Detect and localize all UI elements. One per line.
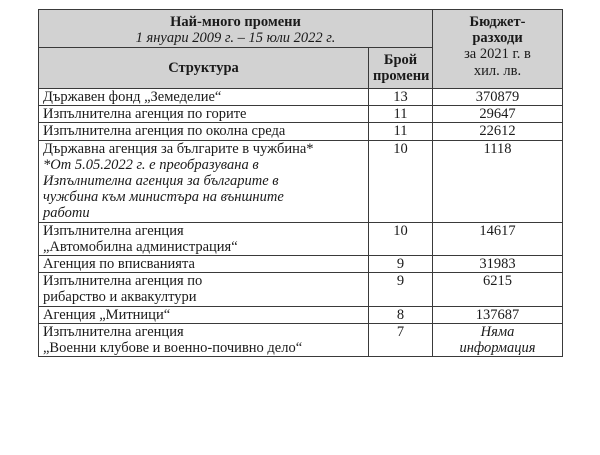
count-header bbox=[369, 48, 433, 89]
structure-cell bbox=[39, 256, 369, 273]
budget-header-line3: за 2021 г. в bbox=[464, 46, 531, 63]
table-row bbox=[39, 222, 563, 255]
structure-cell bbox=[39, 140, 369, 222]
change-count-cell: 11 bbox=[369, 106, 433, 123]
structure-note-line: Изпълнителна агенция за българите в bbox=[43, 173, 279, 190]
budget-value-line: 22612 bbox=[479, 123, 516, 140]
budget-cell bbox=[433, 140, 563, 222]
budget-cell bbox=[433, 256, 563, 273]
structure-name-line: Държавен фонд „Земеделие“ bbox=[43, 89, 222, 105]
change-count-cell: 10 bbox=[369, 222, 433, 255]
count-header-line2: промени bbox=[373, 68, 430, 84]
table-row bbox=[39, 89, 563, 106]
budget-value-line: 1118 bbox=[483, 140, 512, 157]
structure-name-line: Изпълнителна агенция по горите bbox=[43, 106, 247, 123]
structure-name-line: Изпълнителна агенция bbox=[43, 222, 184, 239]
structure-header-label: Структура bbox=[168, 59, 239, 76]
table-row bbox=[39, 273, 563, 306]
budget-cell bbox=[433, 89, 563, 106]
budget-header-line1: Бюджет- bbox=[469, 14, 526, 30]
structure-name-line: „Военни клубове и военно-почивно дело“ bbox=[43, 340, 303, 357]
table-row bbox=[39, 306, 563, 323]
structure-cell bbox=[39, 123, 369, 140]
structure-note-line: чужбина към министъра на външните bbox=[43, 189, 284, 206]
budget-cell bbox=[433, 273, 563, 306]
change-count-cell: 7 bbox=[369, 323, 433, 356]
change-count-cell: 9 bbox=[369, 256, 433, 273]
structure-name-line: Изпълнителна агенция bbox=[43, 323, 184, 340]
structure-cell bbox=[39, 323, 369, 356]
structure-cell bbox=[39, 106, 369, 123]
change-count-cell: 13 bbox=[369, 89, 433, 106]
structure-note-line: *От 5.05.2022 г. е преобразувана в bbox=[43, 156, 259, 173]
table-title: Най-много промени bbox=[170, 14, 301, 30]
structure-cell bbox=[39, 306, 369, 323]
budget-value-line: 31983 bbox=[479, 256, 516, 273]
structure-name-line: Държавна агенция за българите в чужбина* bbox=[43, 140, 314, 157]
structure-cell bbox=[39, 222, 369, 255]
budget-cell bbox=[433, 306, 563, 323]
budget-value-line: 137687 bbox=[475, 306, 520, 323]
structure-note-line: работи bbox=[43, 205, 90, 222]
table-period: 1 януари 2009 г. – 15 юли 2022 г. bbox=[135, 30, 336, 47]
change-count-cell: 10 bbox=[369, 140, 433, 222]
change-count-cell: 11 bbox=[369, 123, 433, 140]
structure-name-line: „Автомобилна администрация“ bbox=[43, 238, 238, 255]
structure-cell bbox=[39, 273, 369, 306]
budget-cell bbox=[433, 222, 563, 255]
table-row bbox=[39, 323, 563, 356]
table-row bbox=[39, 123, 563, 140]
header-row-1 bbox=[39, 10, 563, 48]
budget-value-line: информация bbox=[459, 340, 536, 357]
table-row bbox=[39, 256, 563, 273]
structure-cell bbox=[39, 89, 369, 106]
structure-name-line: Изпълнителна агенция по bbox=[43, 273, 203, 290]
budget-value-line: 6215 bbox=[483, 273, 512, 290]
count-header-line1: Брой bbox=[383, 51, 418, 68]
budget-header-line4: хил. лв. bbox=[473, 62, 522, 79]
structure-name-line: Агенция „Митници“ bbox=[43, 306, 171, 323]
budget-value-line: 29647 bbox=[479, 106, 516, 123]
table-row bbox=[39, 140, 563, 222]
table-body bbox=[39, 89, 563, 357]
title-cell bbox=[39, 10, 433, 48]
budget-value-line: 14617 bbox=[479, 222, 516, 239]
budget-value-line: Няма bbox=[480, 323, 515, 340]
change-count-cell: 8 bbox=[369, 306, 433, 323]
structure-header bbox=[39, 48, 369, 89]
budget-header bbox=[433, 10, 563, 89]
table-row bbox=[39, 106, 563, 123]
structure-name-line: Агенция по вписванията bbox=[43, 256, 195, 273]
change-count-cell: 9 bbox=[369, 273, 433, 306]
budget-value-line: 370879 bbox=[475, 89, 520, 105]
budget-cell bbox=[433, 106, 563, 123]
budget-cell bbox=[433, 323, 563, 356]
structure-name-line: Изпълнителна агенция по околна среда bbox=[43, 123, 286, 140]
budget-header-line2: разходи bbox=[472, 30, 523, 47]
changes-table bbox=[38, 9, 563, 357]
structure-name-line: рибарство и аквакултури bbox=[43, 289, 197, 306]
budget-cell bbox=[433, 123, 563, 140]
